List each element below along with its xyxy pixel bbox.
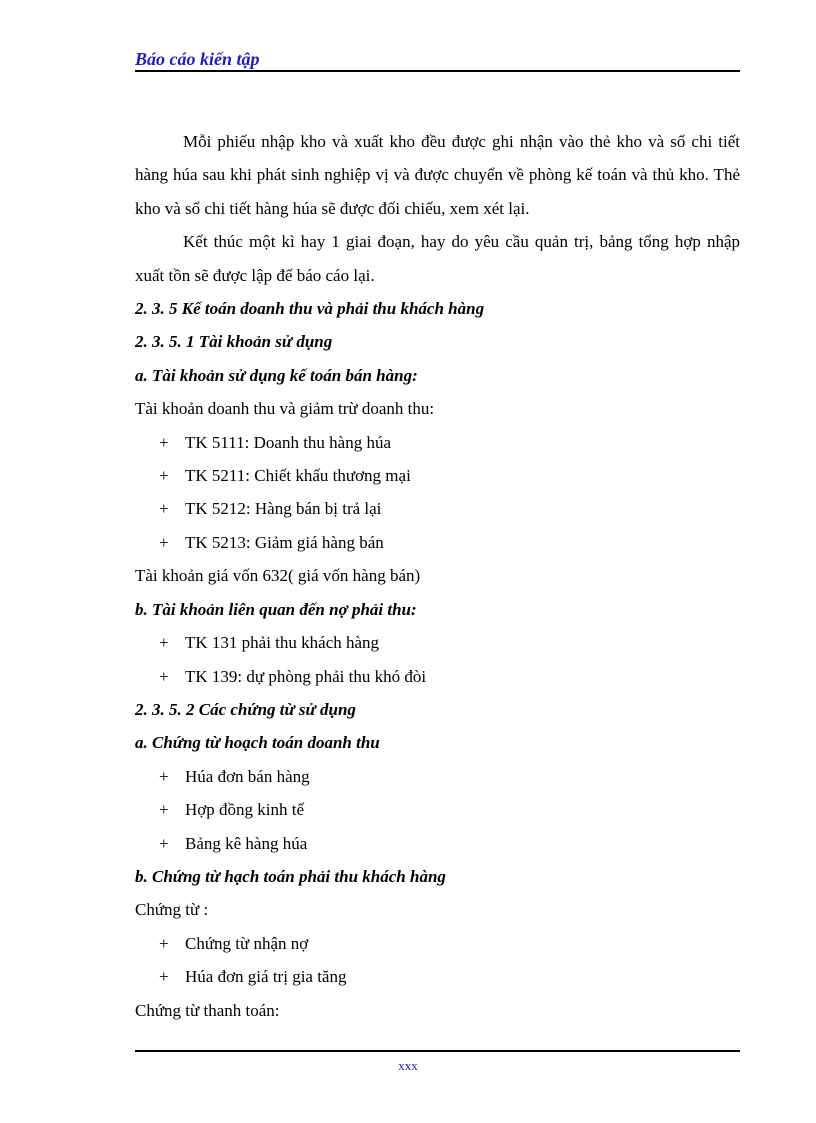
subsection-heading: 2. 3. 5. 1 Tài khoản sử dụng [135, 332, 333, 352]
list-item [135, 626, 740, 659]
text-line: Chứng từ thanh toán: [135, 1000, 280, 1020]
list-item-text: TK 131 phải thu khách hàng [185, 633, 380, 653]
list-item-text: TK 139: dự phòng phải thu khó đòi [185, 666, 427, 686]
text-line: Tài khoản doanh thu và giảm trừ doanh thu: [135, 399, 435, 419]
list-item [135, 760, 740, 793]
list-item-text: TK 5111: Doanh thu hàng húa [185, 432, 392, 452]
list-item [135, 426, 740, 459]
item-heading: a. Chứng từ hoạch toán doanh thu [135, 733, 380, 753]
paragraph: Kết thúc một kì hay 1 giai đoạn, hay do yêu cầu quản trị, bảng tổng hợp nhập xuất tồn sẽ được lập để báo cáo lại. [135, 232, 740, 285]
plus-bullet-icon: + [159, 800, 169, 820]
paragraph: Mỗi phiếu nhập kho và xuất kho đều được ghi nhận vào thẻ kho và sổ chi tiết hàng húa sau khi phát sinh nghiệp vị và được chuyển về phòng kế toán và thủ kho. Thẻ kho và sổ chi tiết hàng húa sẽ được đối chiếu, xem xét lại. [135, 132, 740, 218]
item-heading: a. Tài khoản sử dụng kế toán bán hàng: [135, 365, 418, 385]
page-body [135, 125, 740, 1027]
list-item-text: TK 5213: Giảm giá hàng bán [185, 532, 384, 552]
list-item-text: Bảng kê hàng húa [185, 833, 308, 853]
list-item [135, 827, 740, 860]
text-line: Chứng từ : [135, 900, 209, 920]
list-item-text: Hợp đồng kinh tế [185, 800, 305, 820]
list-item [135, 793, 740, 826]
plus-bullet-icon: + [159, 967, 169, 987]
item-heading: b. Chứng từ hạch toán phải thu khách hàng [135, 866, 446, 886]
text-line: Tài khoản giá vốn 632( giá vốn hàng bán) [135, 566, 421, 586]
list-item-text: Húa đơn giá trị gia tăng [185, 967, 347, 987]
list-item-text: Húa đơn bán hàng [185, 766, 310, 786]
list-item-text: TK 5212: Hàng bán bị trả lại [185, 499, 382, 519]
list-item-text: Chứng từ nhận nợ [185, 933, 309, 953]
list-item [135, 927, 740, 960]
plus-bullet-icon: + [159, 833, 169, 853]
header-divider [135, 70, 740, 72]
section-heading: 2. 3. 5 Kế toán doanh thu và phải thu khách hàng [135, 299, 485, 319]
plus-bullet-icon: + [159, 466, 169, 486]
list-item-text: TK 5211: Chiết khấu thương mại [185, 466, 411, 486]
plus-bullet-icon: + [159, 633, 169, 653]
plus-bullet-icon: + [159, 532, 169, 552]
plus-bullet-icon: + [159, 432, 169, 452]
plus-bullet-icon: + [159, 766, 169, 786]
list-item [135, 492, 740, 525]
list-item [135, 660, 740, 693]
plus-bullet-icon: + [159, 499, 169, 519]
page-number: xxx [398, 1058, 418, 1073]
subsection-heading: 2. 3. 5. 2 Các chứng từ sử dụng [135, 699, 356, 719]
footer-divider [135, 1050, 740, 1052]
list-item [135, 459, 740, 492]
header-title: Báo cáo kiến tập [135, 49, 260, 69]
plus-bullet-icon: + [159, 933, 169, 953]
list-item [135, 526, 740, 559]
item-heading: b. Tài khoản liên quan đến nợ phải thu: [135, 599, 417, 619]
list-item [135, 960, 740, 993]
plus-bullet-icon: + [159, 666, 169, 686]
